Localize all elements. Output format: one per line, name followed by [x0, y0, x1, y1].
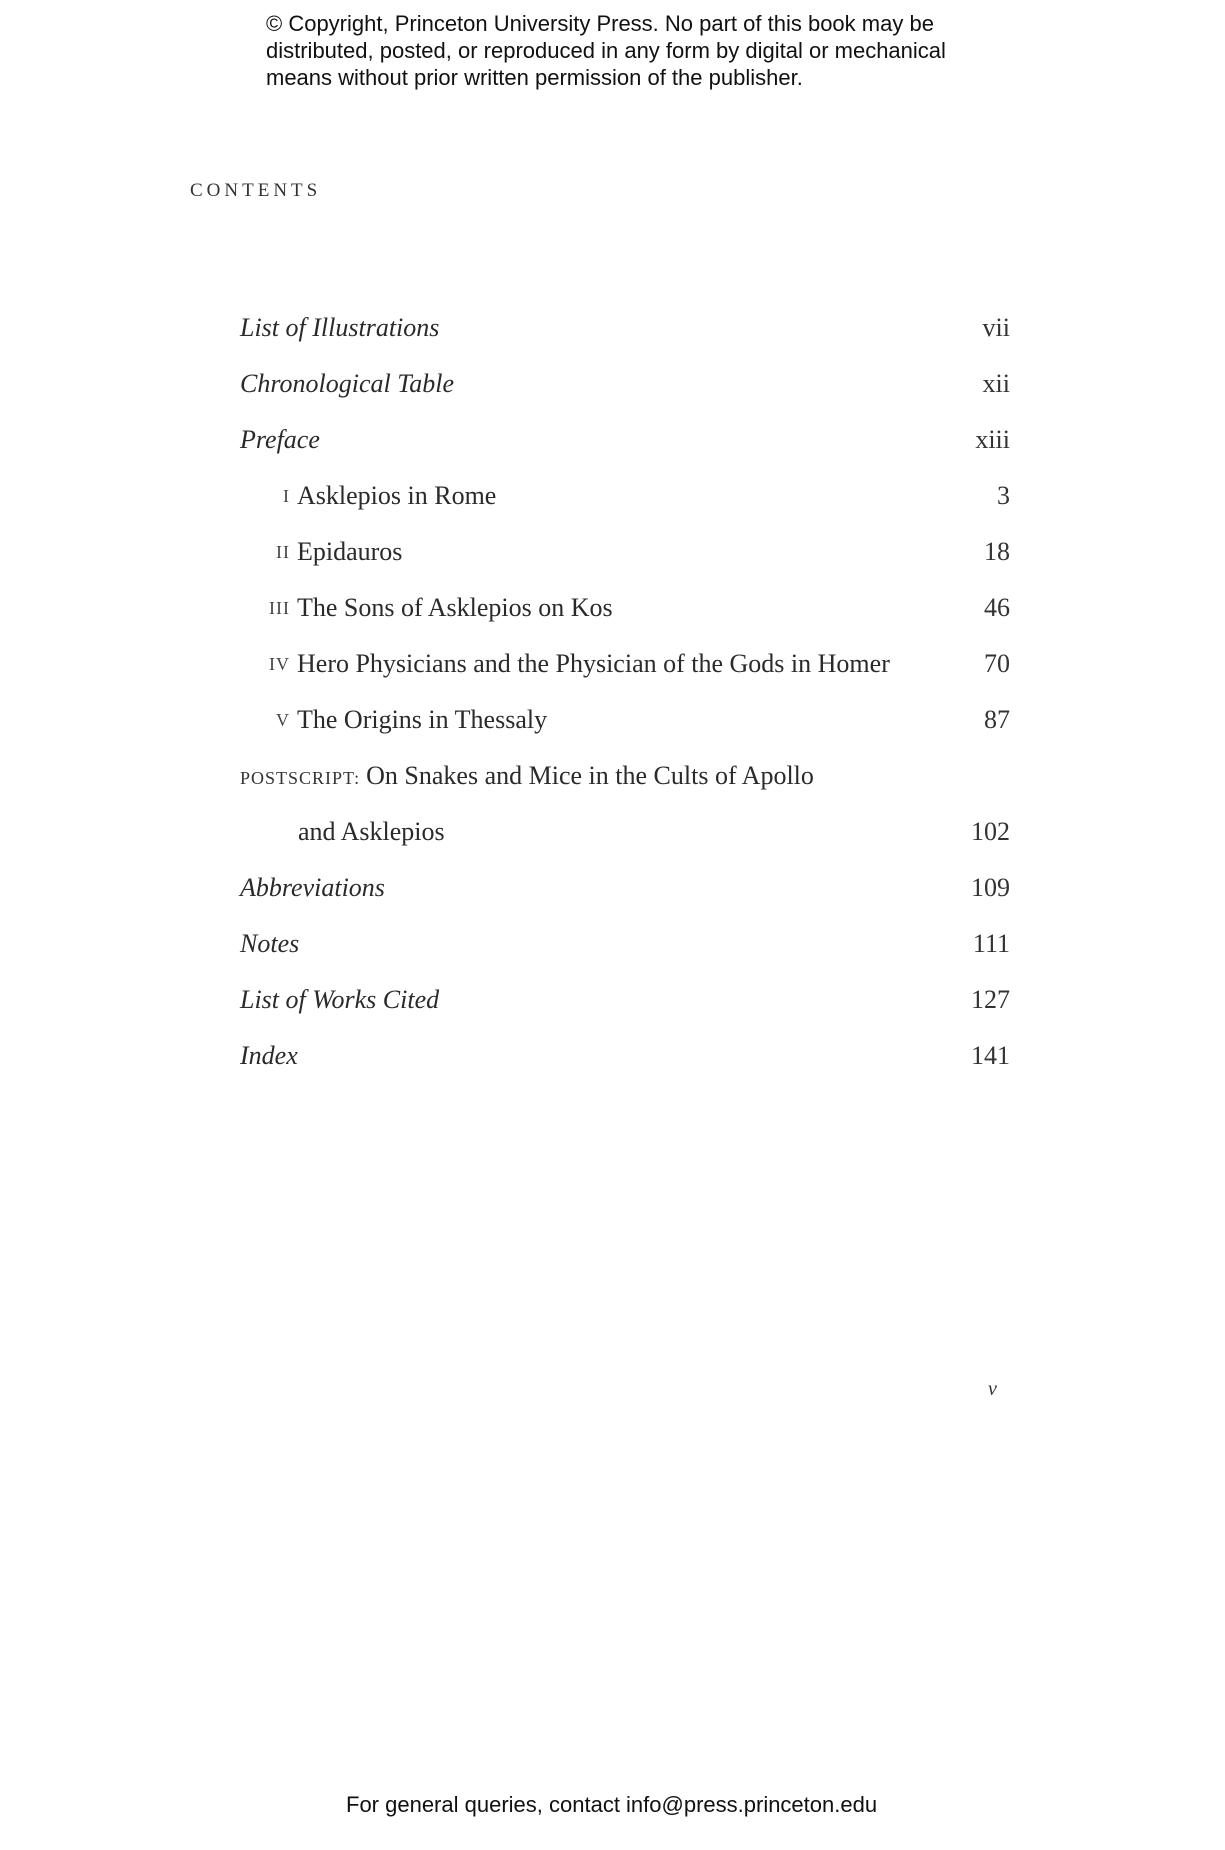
toc-entry-chapter-5 [240, 700, 1010, 740]
toc-entry-title: Chronological Table [240, 369, 455, 398]
copyright-line-3: means without prior written permission of the publisher. [266, 65, 803, 90]
toc-entry-title [240, 756, 814, 798]
toc-entry-title: List of Illustrations [240, 313, 440, 342]
postscript-label: POSTSCRIPT: [240, 768, 361, 788]
toc-entry-chapter-2 [240, 532, 1010, 572]
postscript-title-line-2: and Asklepios [298, 817, 445, 846]
toc-entry-title: The Origins in Thessaly [297, 705, 548, 734]
chapter-number: III [269, 598, 290, 618]
copyright-line-1: © Copyright, Princeton University Press. No part of this book may be [266, 11, 934, 36]
chapter-number: II [276, 542, 290, 562]
copyright-notice [266, 10, 1026, 91]
toc-entry-title: Asklepios in Rome [297, 481, 497, 510]
chapter-number: IV [269, 654, 290, 674]
toc-entry-preface [240, 420, 1010, 460]
postscript-title-line-1: On Snakes and Mice in the Cults of Apollo [366, 761, 814, 790]
toc-entry-page: 109 [971, 873, 1010, 902]
toc-entry-abbreviations [240, 868, 1010, 908]
toc-entry-chronological-table [240, 364, 1010, 404]
toc-entry-page: vii [982, 313, 1010, 342]
toc-entry-index [240, 1036, 1010, 1076]
chapter-number: V [276, 710, 290, 730]
toc-entry-title: Abbreviations [240, 873, 385, 902]
toc-entry-list-of-works-cited [240, 980, 1010, 1020]
chapter-number: I [283, 486, 290, 506]
toc-entry-notes [240, 924, 1010, 964]
toc-entry-chapter-1 [240, 476, 1010, 516]
toc-entry-page: 127 [971, 985, 1010, 1014]
toc-entry-chapter-3 [240, 588, 1010, 628]
toc-entry-title: Notes [240, 929, 300, 958]
toc-entry-chapter-4 [240, 644, 1010, 684]
toc-entry-title: The Sons of Asklepios on Kos [297, 593, 613, 622]
toc-entry-title: Index [240, 1041, 298, 1070]
toc-entry-page: 3 [997, 481, 1010, 510]
toc-entry-page: 70 [984, 649, 1010, 678]
toc-entry-page: 111 [972, 929, 1010, 958]
toc-entry-postscript-continued [240, 812, 1010, 852]
toc-entry-page: 141 [971, 1041, 1010, 1070]
toc-entry-title: Preface [240, 425, 320, 454]
toc-entry-title: List of Works Cited [240, 985, 440, 1014]
toc-entry-page: 87 [984, 705, 1010, 734]
toc-entry-page: 102 [971, 817, 1010, 846]
toc-entry-page: xii [982, 369, 1010, 398]
toc-entry-title: Epidauros [297, 537, 403, 566]
toc-entry-page: 46 [984, 593, 1010, 622]
toc-entry-page: xiii [975, 425, 1010, 454]
toc-entry-title: Hero Physicians and the Physician of the Gods in Homer [297, 649, 890, 678]
toc-entry-postscript [240, 756, 1010, 796]
page-title: CONTENTS [190, 180, 322, 201]
copyright-line-2: distributed, posted, or reproduced in any form by digital or mechanical [266, 38, 946, 63]
footer-contact: For general queries, contact info@press.princeton.edu [346, 1792, 878, 1817]
toc-entry-list-of-illustrations [240, 308, 1010, 348]
toc-entry-page: 18 [984, 537, 1010, 566]
page-number: v [988, 1378, 997, 1400]
